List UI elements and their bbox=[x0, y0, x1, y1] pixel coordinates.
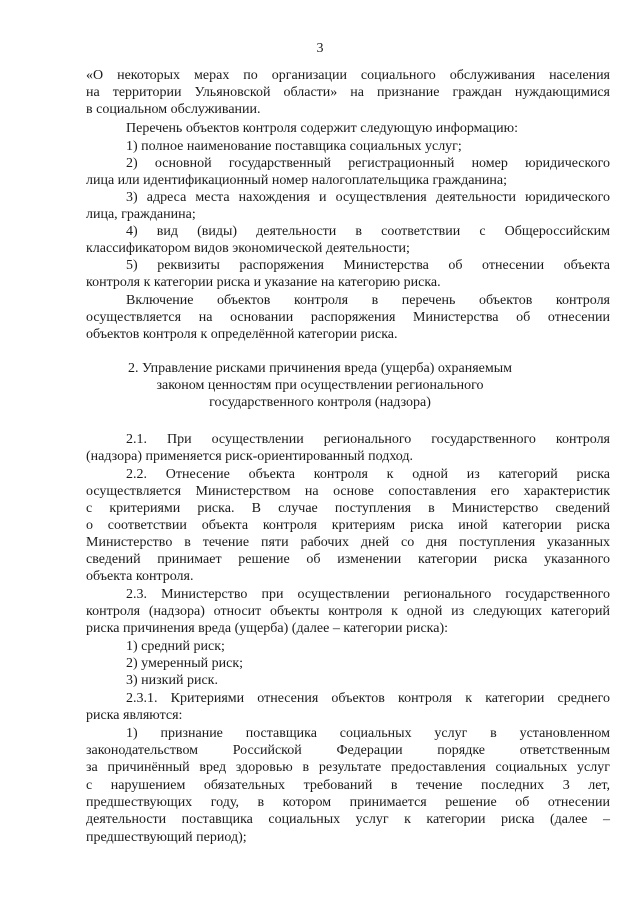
section-heading: законом ценностям при осуществлении регионального bbox=[156, 378, 484, 393]
text-line: осуществляется на основании распоряжения Министерства об отнесении bbox=[86, 310, 610, 325]
text-line: лица, гражданина; bbox=[86, 207, 196, 222]
text-line: на территории Ульяновской области» на признание граждан нуждающимися bbox=[86, 85, 610, 100]
text-line: деятельности поставщика социальных услуг к категории риска (далее – bbox=[86, 812, 610, 827]
text-line: Включение объектов контроля в перечень объектов контроля bbox=[126, 293, 610, 308]
text-line: (надзора) применяется риск-ориентированный подход. bbox=[86, 449, 414, 464]
text-line: 1) полное наименование поставщика социальных услуг; bbox=[126, 139, 462, 154]
text-line: лица или идентификационный номер налогоплательщика гражданина; bbox=[86, 173, 507, 188]
text-line: Министерство в течение пяти рабочих дней со дня поступления указанных bbox=[86, 535, 610, 550]
text-line: о соответствии объекта контроля критериям риска иной категории риска bbox=[86, 518, 610, 533]
text-line: риска причинения вреда (ущерба) (далее – категории риска): bbox=[86, 621, 449, 636]
list-item: 2) умеренный риск; bbox=[126, 656, 244, 671]
text-line: 3) адреса места нахождения и осуществления деятельности юридического bbox=[126, 190, 610, 205]
page-number: 3 bbox=[316, 41, 324, 56]
text-line: с нарушением обязательных требований в течение последних 3 лет, bbox=[86, 778, 610, 793]
text-line: в социальном обслуживании. bbox=[86, 102, 261, 117]
text-line: контроля к категории риска и указание на категорию риска. bbox=[86, 275, 441, 290]
text-line: осуществляется Министерством на основе сопоставления его характеристик bbox=[86, 484, 610, 499]
text-line: объекта контроля. bbox=[86, 569, 194, 584]
text-line: объектов контроля к определённой категории риска. bbox=[86, 327, 398, 342]
text-line: сведений принимает решение об изменении категории риска указанного bbox=[86, 552, 610, 567]
text-line: 2) основной государственный регистрационный номер юридического bbox=[126, 156, 610, 171]
text-line: классификатором видов экономической деятельности; bbox=[86, 241, 410, 256]
text-line: контроля (надзора) относит объекты контроля к одной из следующих категорий bbox=[86, 604, 610, 619]
section-heading: 2. Управление рисками причинения вреда (ущерба) охраняемым bbox=[128, 361, 512, 376]
list-item: 3) низкий риск. bbox=[126, 673, 218, 688]
text-line: предшествующих году, в котором принимается решение об отнесении bbox=[86, 795, 610, 810]
text-line: 2.1. При осуществлении регионального государственного контроля bbox=[126, 432, 610, 447]
text-line: с критериями риска. В случае поступления в Министерство сведений bbox=[86, 501, 610, 516]
text-line: 1) признание поставщика социальных услуг в установленном bbox=[126, 726, 610, 741]
text-line: 2.2. Отнесение объекта контроля к одной из категорий риска bbox=[126, 467, 610, 482]
text-line: 4) вид (виды) деятельности в соответствии с Общероссийским bbox=[126, 224, 610, 239]
text-line: Перечень объектов контроля содержит следующую информацию: bbox=[126, 121, 518, 136]
text-line: «О некоторых мерах по организации социального обслуживания населения bbox=[86, 68, 610, 83]
text-line: 2.3. Министерство при осуществлении регионального государственного bbox=[126, 587, 610, 602]
text-line: 2.3.1. Критериями отнесения объектов контроля к категории среднего bbox=[126, 691, 610, 706]
list-item: 1) средний риск; bbox=[126, 639, 225, 654]
text-line: предшествующий период); bbox=[86, 830, 247, 845]
text-line: законодательством Российской Федерации порядке ответственным bbox=[86, 743, 610, 758]
text-line: риска являются: bbox=[86, 708, 183, 723]
section-heading: государственного контроля (надзора) bbox=[209, 395, 431, 410]
text-line: 5) реквизиты распоряжения Министерства об отнесении объекта bbox=[126, 258, 610, 273]
text-line: за причинённый вред здоровью в результате предоставления социальных услуг bbox=[86, 760, 610, 775]
